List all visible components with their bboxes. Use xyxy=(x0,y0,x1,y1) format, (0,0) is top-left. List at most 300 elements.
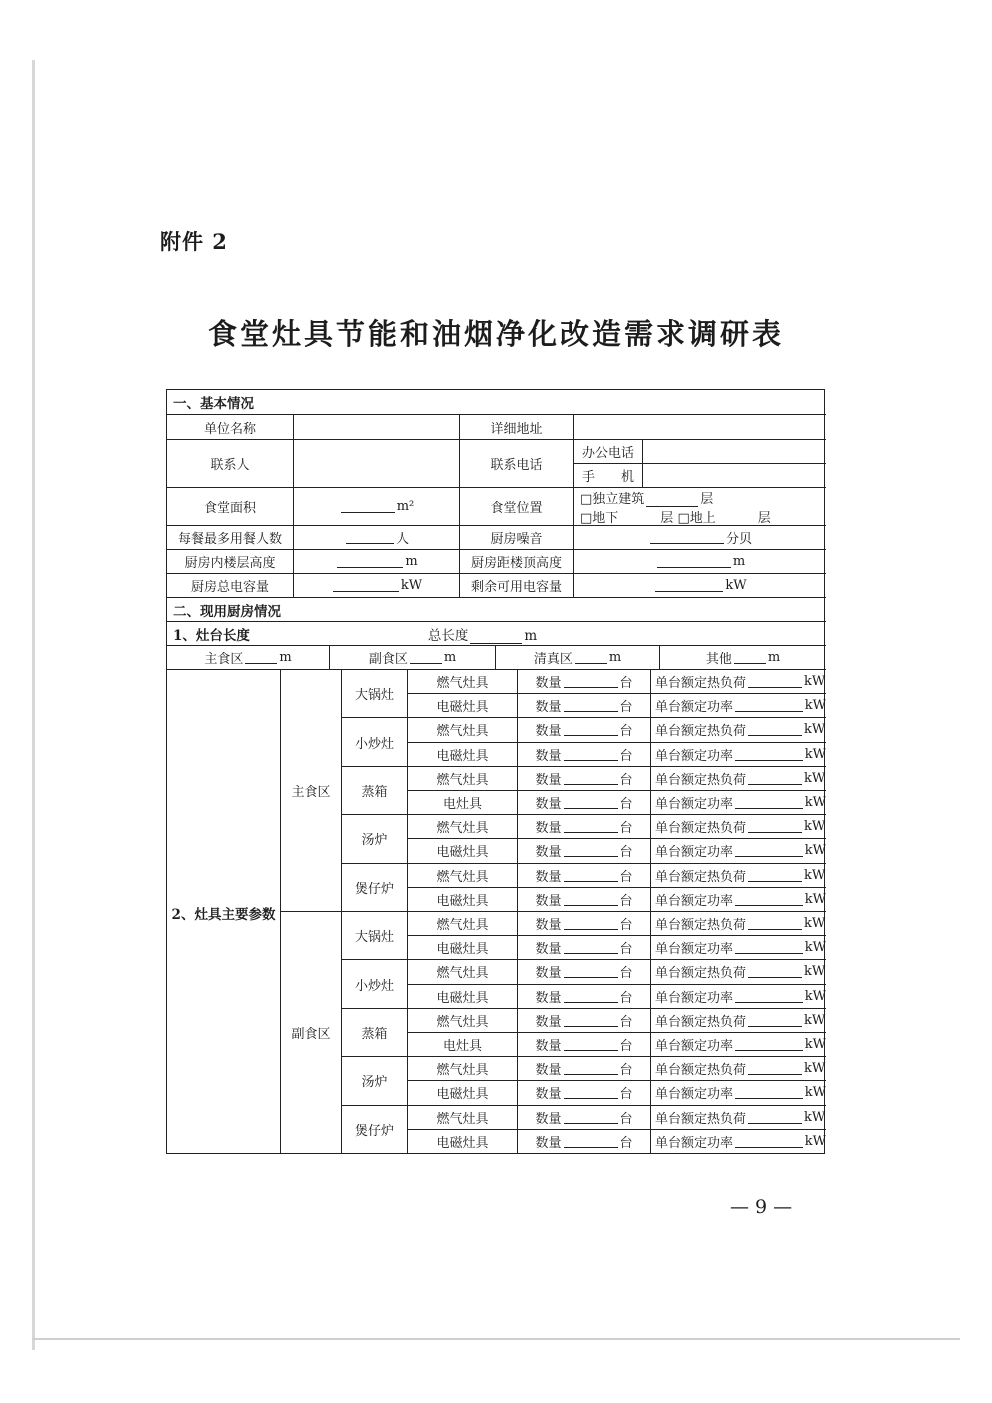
total-capacity-label xyxy=(167,573,293,597)
unit-label: 台 xyxy=(619,1063,633,1079)
stove-kind: 燃气灶具 xyxy=(436,918,489,934)
quantity-label: 数量 xyxy=(535,748,562,764)
stove-type: 汤炉 xyxy=(361,1075,388,1091)
rating-label: 单台额定功率 xyxy=(655,748,734,764)
unit-label: 台 xyxy=(619,821,633,837)
fill-blank[interactable] xyxy=(470,631,522,644)
zone-label: 副食区 xyxy=(291,1027,331,1042)
remaining-capacity-field xyxy=(573,573,826,597)
unit-label: m xyxy=(279,650,292,665)
noise-field xyxy=(573,525,826,549)
quantity-blank[interactable] xyxy=(564,990,618,1003)
quantity-blank[interactable] xyxy=(564,748,618,761)
unit-label: 台 xyxy=(619,966,633,982)
stove-kind: 电磁灶具 xyxy=(436,700,489,716)
cell-label: 厨房噪音 xyxy=(490,532,543,547)
quantity-cell xyxy=(517,790,650,814)
address-field[interactable] xyxy=(573,414,826,439)
cell-label: 办公电话 xyxy=(581,446,634,461)
max-diners-field xyxy=(293,525,459,549)
unit-label: 台 xyxy=(619,893,633,909)
quantity-blank[interactable] xyxy=(564,941,618,954)
fill-blank[interactable] xyxy=(346,531,394,544)
office-phone-field[interactable] xyxy=(642,439,826,463)
rating-cell xyxy=(650,863,826,887)
address-label xyxy=(459,414,573,439)
rating-label: 单台额定功率 xyxy=(655,1087,734,1103)
rating-cell xyxy=(650,669,826,693)
rating-label: 单台额定热负荷 xyxy=(655,1014,747,1030)
unit-label: 台 xyxy=(619,676,633,692)
max-diners-label xyxy=(167,525,293,549)
zone-length-cell xyxy=(659,645,826,669)
stove-kind-label xyxy=(407,669,517,693)
quantity-cell xyxy=(517,959,650,983)
rating-label: 单台额定热负荷 xyxy=(655,1063,747,1079)
unit-label: 台 xyxy=(619,1039,633,1055)
cell-label: 详细地址 xyxy=(490,421,543,437)
unit-label: 台 xyxy=(619,772,633,788)
zone-length-cell xyxy=(329,645,495,669)
location-option-row xyxy=(580,488,713,507)
stove-kind-label xyxy=(407,766,517,790)
quantity-blank[interactable] xyxy=(564,699,618,712)
quantity-blank[interactable] xyxy=(564,796,618,809)
zone-group-label xyxy=(280,669,341,911)
stove-type-label xyxy=(341,717,407,765)
quantity-label: 数量 xyxy=(535,918,562,934)
fill-blank[interactable] xyxy=(734,651,766,664)
cell-label: 厨房总电容量 xyxy=(190,580,269,595)
rating-label: 单台额定热负荷 xyxy=(655,966,747,982)
stove-kind: 燃气灶具 xyxy=(436,1063,489,1079)
quantity-label: 数量 xyxy=(535,990,562,1006)
stove-type: 蒸箱 xyxy=(361,1026,388,1042)
rating-blank[interactable] xyxy=(748,723,802,736)
params-label xyxy=(167,669,280,1155)
rating-label: 单台额定功率 xyxy=(655,797,734,813)
unit-label: 台 xyxy=(619,845,633,861)
fill-blank[interactable] xyxy=(410,651,442,664)
stove-type: 小炒灶 xyxy=(354,736,394,752)
contact-field[interactable] xyxy=(293,439,459,487)
remaining-capacity-label xyxy=(459,573,573,597)
quantity-blank[interactable] xyxy=(564,965,618,978)
stove-type: 汤炉 xyxy=(361,833,388,849)
stove-type-label xyxy=(341,959,407,1007)
rating-cell xyxy=(650,766,826,790)
quantity-cell xyxy=(517,911,650,935)
quantity-blank[interactable] xyxy=(564,1086,618,1099)
rating-cell xyxy=(650,984,826,1008)
quantity-cell xyxy=(517,935,650,959)
params-title: 2、灶具主要参数 xyxy=(171,906,276,923)
rating-cell xyxy=(650,911,826,935)
stove-kind: 燃气灶具 xyxy=(436,966,489,982)
quantity-cell xyxy=(517,1129,650,1153)
rating-label: 单台额定热负荷 xyxy=(655,821,747,837)
stove-kind-label xyxy=(407,984,517,1008)
section-title: 二、现用厨房情况 xyxy=(173,603,281,620)
unit-label: 台 xyxy=(619,724,633,740)
fill-blank[interactable] xyxy=(657,555,731,568)
unit-label: m xyxy=(405,554,418,569)
stove-kind: 燃气灶具 xyxy=(436,724,489,740)
rating-blank[interactable] xyxy=(748,965,802,978)
quantity-cell xyxy=(517,742,650,766)
quantity-cell xyxy=(517,766,650,790)
quantity-label: 数量 xyxy=(535,1135,562,1151)
unit-label: 台 xyxy=(619,797,633,813)
cell-label: 厨房内楼层高度 xyxy=(184,556,276,571)
rating-blank[interactable] xyxy=(735,844,803,857)
location-label xyxy=(459,487,573,525)
rating-cell xyxy=(650,959,826,983)
quantity-blank[interactable] xyxy=(564,1038,618,1051)
quantity-blank[interactable] xyxy=(564,1135,618,1148)
unit-label: m xyxy=(524,627,538,644)
cell-label: 食堂面积 xyxy=(203,501,256,516)
unit-label: 台 xyxy=(619,1014,633,1030)
unit-name-field[interactable] xyxy=(293,414,459,439)
quantity-label: 数量 xyxy=(535,845,562,861)
rating-blank[interactable] xyxy=(735,1038,803,1051)
unit-label: kW xyxy=(804,795,826,811)
quantity-label: 数量 xyxy=(535,1111,562,1127)
rating-cell xyxy=(650,1032,826,1056)
stove-type: 大锅灶 xyxy=(354,930,394,946)
unit-label: kW xyxy=(804,698,826,714)
stove-kind: 电灶具 xyxy=(442,797,482,813)
stove-type-label xyxy=(341,863,407,911)
fill-blank[interactable] xyxy=(333,579,399,592)
total-length-group xyxy=(428,624,537,644)
quantity-cell xyxy=(517,838,650,862)
quantity-label: 数量 xyxy=(535,1039,562,1055)
quantity-cell xyxy=(517,669,650,693)
floor-height-field xyxy=(293,549,459,573)
unit-label: kW xyxy=(804,1037,826,1053)
unit-label: kW xyxy=(804,674,826,690)
stove-kind-label xyxy=(407,911,517,935)
stove-kind-label xyxy=(407,1080,517,1104)
rating-cell xyxy=(650,1129,826,1153)
unit-label: 台 xyxy=(619,748,633,764)
stove-kind-label xyxy=(407,887,517,911)
zone-label: 清真区 xyxy=(533,652,573,667)
section-kitchen-header xyxy=(167,597,826,621)
rating-blank[interactable] xyxy=(735,1086,803,1099)
quantity-blank[interactable] xyxy=(564,772,618,785)
stove-kind: 燃气灶具 xyxy=(436,821,489,837)
stove-kind: 燃气灶具 xyxy=(436,772,489,788)
rating-blank[interactable] xyxy=(748,1014,802,1027)
stove-type-label xyxy=(341,1056,407,1104)
stove-kind-label xyxy=(407,863,517,887)
stove-kind: 电磁灶具 xyxy=(436,942,489,958)
quantity-blank[interactable] xyxy=(564,893,618,906)
stove-kind-label xyxy=(407,1056,517,1080)
stove-kind-label xyxy=(407,838,517,862)
quantity-cell xyxy=(517,717,650,741)
unit-label: kW xyxy=(804,770,826,786)
stove-type: 大锅灶 xyxy=(354,688,394,704)
quantity-cell xyxy=(517,1056,650,1080)
stove-kind: 电磁灶具 xyxy=(436,893,489,909)
stove-kind: 电磁灶具 xyxy=(436,1087,489,1103)
rating-label: 单台额定热负荷 xyxy=(655,676,747,692)
stove-kind-label xyxy=(407,814,517,838)
unit-label: kW xyxy=(804,1061,826,1077)
unit-label: m xyxy=(732,554,746,569)
rating-cell xyxy=(650,1056,826,1080)
fill-blank[interactable] xyxy=(575,651,607,664)
quantity-label: 数量 xyxy=(535,772,562,788)
fill-blank[interactable] xyxy=(620,513,658,526)
noise-label xyxy=(459,525,573,549)
fill-blank[interactable] xyxy=(650,531,724,544)
unit-label: kW xyxy=(400,578,423,593)
quantity-blank[interactable] xyxy=(564,869,618,882)
fill-blank[interactable] xyxy=(245,651,277,664)
stove-kind: 电磁灶具 xyxy=(436,845,489,861)
mobile-field[interactable] xyxy=(642,463,826,487)
fill-blank[interactable] xyxy=(646,494,698,507)
rating-label: 单台额定功率 xyxy=(655,1039,734,1055)
above-ground-checkbox: □地上 xyxy=(677,510,716,525)
zone-label: 主食区 xyxy=(204,652,244,667)
stove-type-label xyxy=(341,669,407,717)
rating-blank[interactable] xyxy=(735,893,803,906)
rating-label: 单台额定热负荷 xyxy=(655,772,747,788)
quantity-cell xyxy=(517,814,650,838)
rating-cell xyxy=(650,742,826,766)
rating-blank[interactable] xyxy=(735,699,803,712)
cell-label: 剩余可用电容量 xyxy=(470,580,562,595)
unit-label: 人 xyxy=(395,532,409,547)
cell-label: 单位名称 xyxy=(203,421,256,437)
quantity-cell xyxy=(517,1080,650,1104)
unit-label: kW xyxy=(804,843,826,859)
rating-cell xyxy=(650,1008,826,1032)
underground-checkbox: □地下 xyxy=(580,510,619,525)
stove-type-label xyxy=(341,911,407,959)
zone-group-label xyxy=(280,911,341,1153)
area-label xyxy=(167,487,293,525)
unit-label: 层 xyxy=(700,491,714,507)
rating-cell xyxy=(650,1105,826,1129)
rating-blank[interactable] xyxy=(735,941,803,954)
stove-type: 煲仔炉 xyxy=(354,881,394,897)
rating-cell xyxy=(650,887,826,911)
unit-label: kW xyxy=(804,746,826,762)
stove-kind: 燃气灶具 xyxy=(436,676,489,692)
quantity-blank[interactable] xyxy=(564,1111,618,1124)
rating-blank[interactable] xyxy=(735,1135,803,1148)
rating-blank[interactable] xyxy=(748,772,802,785)
unit-label: kW xyxy=(804,1109,826,1125)
cell-label: 联系人 xyxy=(210,458,250,473)
unit-label: kW xyxy=(804,916,826,932)
quantity-blank[interactable] xyxy=(564,820,618,833)
quantity-label: 数量 xyxy=(535,700,562,716)
unit-label: kW xyxy=(804,722,826,738)
page-edge xyxy=(32,1338,960,1340)
rating-label: 单台额定热负荷 xyxy=(655,918,747,934)
rating-blank[interactable] xyxy=(748,1111,802,1124)
unit-label: 台 xyxy=(619,869,633,885)
stove-kind: 燃气灶具 xyxy=(436,869,489,885)
location-option-row xyxy=(580,507,771,526)
rating-label: 单台额定热负荷 xyxy=(655,724,747,740)
quantity-blank[interactable] xyxy=(564,1062,618,1075)
stove-kind-label xyxy=(407,717,517,741)
standalone-checkbox: □独立建筑 xyxy=(580,491,645,507)
quantity-label: 数量 xyxy=(535,893,562,909)
zone-label: 主食区 xyxy=(291,785,331,800)
fill-blank[interactable] xyxy=(655,579,723,592)
location-field xyxy=(573,487,826,525)
survey-form xyxy=(166,389,825,1154)
stove-kind: 电磁灶具 xyxy=(436,1135,489,1151)
unit-label: kW xyxy=(804,1012,826,1028)
mobile-label xyxy=(573,463,642,487)
total-capacity-field xyxy=(293,573,459,597)
cell-label: 厨房距楼顶高度 xyxy=(470,556,562,571)
unit-label: 层 xyxy=(757,510,771,525)
unit-label: 台 xyxy=(619,1111,633,1127)
stove-length-label: 1、灶台长度 xyxy=(173,627,250,644)
total-length-label: 总长度 xyxy=(427,627,469,644)
section-title: 一、基本情况 xyxy=(173,396,254,412)
quantity-label: 数量 xyxy=(535,724,562,740)
stove-length-row xyxy=(167,621,826,645)
unit-label: 层 xyxy=(660,510,674,525)
rating-blank[interactable] xyxy=(748,820,802,833)
quantity-blank[interactable] xyxy=(564,1014,618,1027)
rating-blank[interactable] xyxy=(735,990,803,1003)
zone-length-cell xyxy=(495,645,659,669)
stove-type: 蒸箱 xyxy=(361,784,388,800)
stove-kind-label xyxy=(407,959,517,983)
rating-label: 单台额定热负荷 xyxy=(655,869,747,885)
quantity-label: 数量 xyxy=(535,797,562,813)
rating-cell xyxy=(650,814,826,838)
floor-height-label xyxy=(167,549,293,573)
quantity-label: 数量 xyxy=(535,942,562,958)
rating-blank[interactable] xyxy=(748,1062,802,1075)
stove-kind-label xyxy=(407,1032,517,1056)
quantity-cell xyxy=(517,887,650,911)
stove-kind: 电灶具 xyxy=(442,1039,482,1055)
unit-label: 台 xyxy=(619,700,633,716)
rating-blank[interactable] xyxy=(748,917,802,930)
unit-label: m xyxy=(608,650,622,665)
stove-type-label xyxy=(341,1008,407,1056)
unit-label: m² xyxy=(396,499,415,514)
area-blank[interactable] xyxy=(341,500,395,513)
rating-cell xyxy=(650,1080,826,1104)
page-title: 食堂灶具节能和油烟净化改造需求调研表 xyxy=(207,317,784,351)
unit-label: m xyxy=(443,650,457,665)
quantity-cell xyxy=(517,1008,650,1032)
quantity-blank[interactable] xyxy=(564,675,618,688)
stove-kind-label xyxy=(407,742,517,766)
zone-length-cell xyxy=(167,645,329,669)
stove-kind-label xyxy=(407,1129,517,1153)
contact-label xyxy=(167,439,293,487)
fill-blank[interactable] xyxy=(718,513,756,526)
quantity-cell xyxy=(517,693,650,717)
quantity-label: 数量 xyxy=(535,1063,562,1079)
unit-label: 台 xyxy=(619,1087,633,1103)
cell-label: 联系电话 xyxy=(490,458,543,473)
zone-label: 其他 xyxy=(705,652,732,667)
stove-kind-label xyxy=(407,935,517,959)
quantity-cell xyxy=(517,984,650,1008)
stove-kind-label xyxy=(407,1105,517,1129)
unit-label: kW xyxy=(804,891,826,907)
quantity-label: 数量 xyxy=(535,1087,562,1103)
quantity-label: 数量 xyxy=(535,676,562,692)
quantity-label: 数量 xyxy=(535,869,562,885)
unit-label: kW xyxy=(725,578,747,593)
unit-label: kW xyxy=(804,1085,826,1101)
stove-kind: 电磁灶具 xyxy=(436,990,489,1006)
rating-cell xyxy=(650,693,826,717)
quantity-cell xyxy=(517,863,650,887)
phone-label xyxy=(459,439,573,487)
stove-type-label xyxy=(341,814,407,862)
rating-label: 单台额定功率 xyxy=(655,990,734,1006)
page-edge xyxy=(32,60,35,1350)
cell-label: 每餐最多用餐人数 xyxy=(177,532,282,547)
stove-kind-label xyxy=(407,790,517,814)
stove-type-label xyxy=(341,1105,407,1153)
unit-label: kW xyxy=(804,819,826,835)
quantity-blank[interactable] xyxy=(564,723,618,736)
stove-kind-label xyxy=(407,693,517,717)
unit-label: 台 xyxy=(619,1135,633,1151)
fill-blank[interactable] xyxy=(337,555,403,568)
rating-blank[interactable] xyxy=(748,869,802,882)
stove-kind: 燃气灶具 xyxy=(436,1111,489,1127)
rating-cell xyxy=(650,717,826,741)
ceiling-distance-field xyxy=(573,549,826,573)
stove-kind-label xyxy=(407,1008,517,1032)
stove-type-label xyxy=(341,766,407,814)
stove-kind: 燃气灶具 xyxy=(436,1014,489,1030)
section-basic-header xyxy=(167,390,826,414)
unit-label: kW xyxy=(804,988,826,1004)
rating-blank[interactable] xyxy=(735,796,803,809)
unit-label: kW xyxy=(804,867,826,883)
stove-type: 煲仔炉 xyxy=(354,1123,394,1139)
area-field xyxy=(293,487,459,525)
quantity-cell xyxy=(517,1032,650,1056)
office-phone-label xyxy=(573,439,642,463)
rating-blank[interactable] xyxy=(735,748,803,761)
rating-cell xyxy=(650,790,826,814)
rating-label: 单台额定功率 xyxy=(655,942,734,958)
quantity-blank[interactable] xyxy=(564,917,618,930)
rating-blank[interactable] xyxy=(748,675,802,688)
rating-label: 单台额定功率 xyxy=(655,893,734,909)
quantity-label: 数量 xyxy=(535,1014,562,1030)
quantity-blank[interactable] xyxy=(564,844,618,857)
rating-label: 单台额定功率 xyxy=(655,1135,734,1151)
ceiling-distance-label xyxy=(459,549,573,573)
